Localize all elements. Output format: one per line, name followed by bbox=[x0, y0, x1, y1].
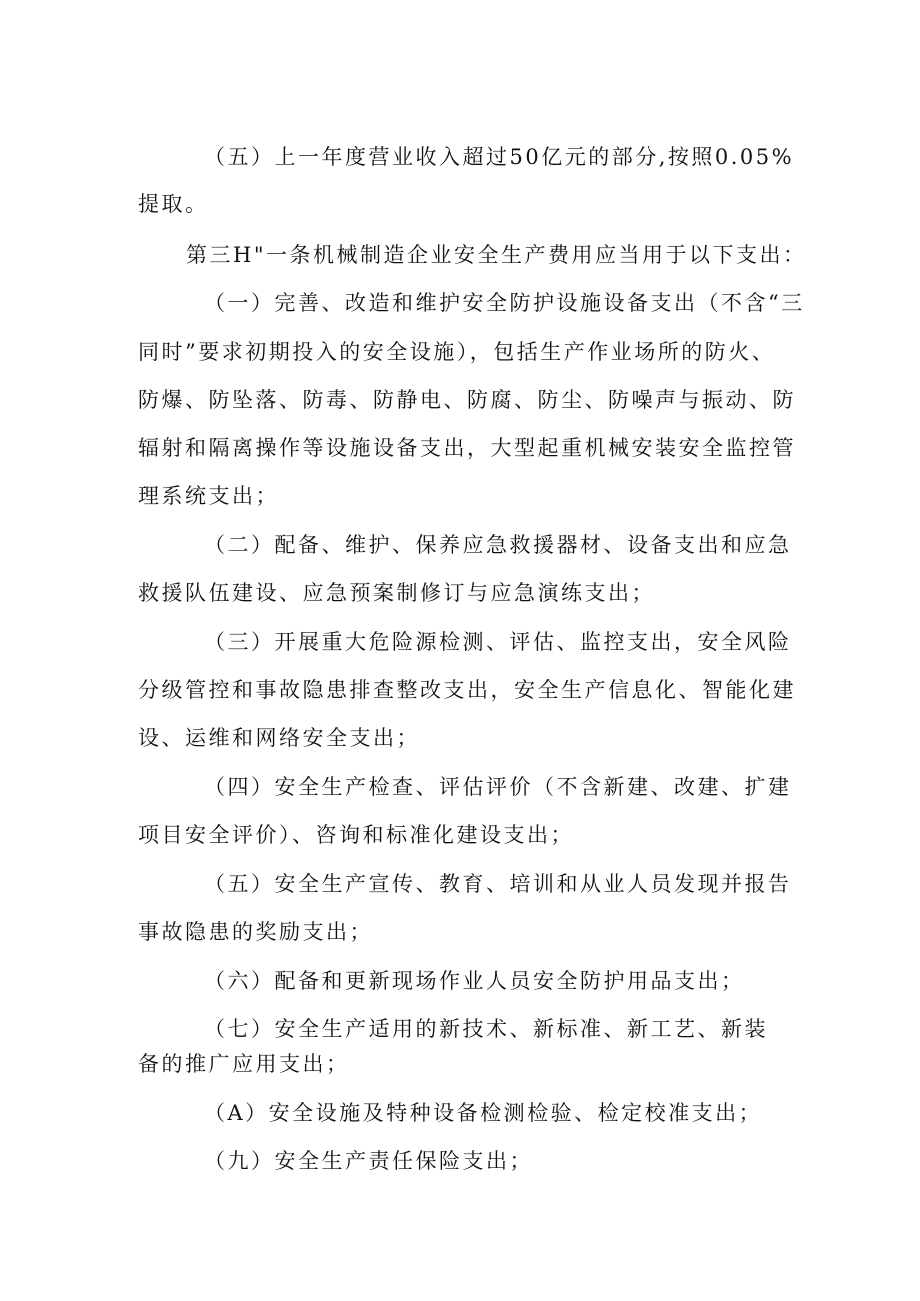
text-line: 分级管控和事故隐患排查整改支出，安全生产信息化、智能化建 bbox=[138, 678, 796, 702]
text-line: （四）安全生产检查、评估评价（不含新建、改建、扩建 bbox=[204, 775, 792, 799]
text-line: （五）上一年度营业收入超过50亿元的部分,按照0.05% bbox=[204, 145, 795, 169]
text-line: （三）开展重大危险源检测、评估、监控支出，安全风险 bbox=[204, 630, 792, 654]
text-line: 事故隐患的奖励支出； bbox=[138, 920, 373, 944]
text-line: 项目安全评价）、咨询和标准化建设支出； bbox=[138, 823, 574, 847]
text-line: （七）安全生产适用的新技术、新标准、新工艺、新装 bbox=[204, 1017, 768, 1041]
text-line: （二）配备、维护、保养应急救援器材、设备支出和应急 bbox=[204, 533, 792, 557]
text-line: （一）完善、改造和维护安全防护设施设备支出（不含“三 bbox=[204, 291, 805, 315]
text-line: 理系统支出； bbox=[138, 484, 279, 508]
text-line: （九）安全生产责任保险支出； bbox=[204, 1149, 533, 1173]
text-line: 救援队伍建设、应急预案制修订与应急演练支出； bbox=[138, 581, 655, 605]
text-line: 备的推广应用支出； bbox=[138, 1052, 350, 1076]
text-line: 提取。 bbox=[138, 192, 209, 216]
text-line: 第三H"一条机械制造企业安全生产费用应当用于以下支出： bbox=[186, 243, 807, 267]
text-line: 设、运维和网络安全支出； bbox=[138, 726, 420, 750]
text-line: 辐射和隔离操作等设施设备支出，大型起重机械安装安全监控管 bbox=[138, 436, 796, 460]
text-line: （五）安全生产宣传、教育、培训和从业人员发现并报告 bbox=[204, 872, 792, 896]
text-line: （A）安全设施及特种设备检测检验、检定校准支出； bbox=[204, 1101, 763, 1125]
text-line: 防爆、防坠落、防毒、防静电、防腐、防尘、防噪声与振动、防 bbox=[138, 388, 796, 412]
text-line: （六）配备和更新现场作业人员安全防护用品支出； bbox=[204, 969, 745, 993]
text-line: 同时”要求初期投入的安全设施），包括生产作业场所的防火、 bbox=[138, 340, 776, 364]
